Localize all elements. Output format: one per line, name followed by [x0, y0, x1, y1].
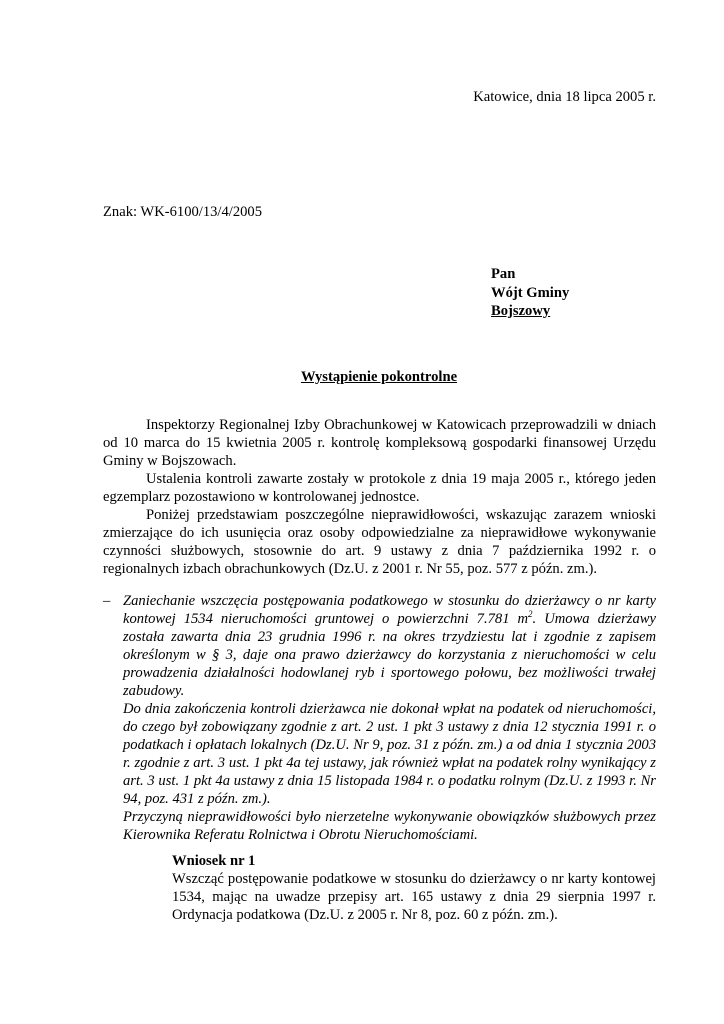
- recommendation-title: Wniosek nr 1: [172, 853, 256, 869]
- document-title: Wystąpienie pokontrolne: [300, 369, 458, 385]
- recommendation-text: Wszcząć postępowanie podatkowe w stosunku do dzierżawcy o nr karty kontowej 1534, mając na uwadze przepisy art. 165 ustawy z dnia 29 sierpnia 1997 r. Ordynacja podatkowa (Dz.U. z 2005 r. Nr 8, poz. 60 z późn. zm.).: [172, 871, 656, 923]
- finding-item: [103, 592, 656, 844]
- finding-p1-part-b: . Umowa dzierżawy została zawarta dnia 23 grudnia 1996 r. na okres trzydziestu lat i zgodnie z zapisem określonym w § 3, daje ona prawo dzierżawcy do korzystania z nieruchomości w celu prowadzenia działalności hodowlanej ryb i sportowego połowu, bez możliwości trwałej zabudowy.: [123, 611, 656, 699]
- intro-paragraph-2: Ustalenia kontroli zawarte zostały w protokole z dnia 19 maja 2005 r., którego jeden egzemplarz pozostawiono w kontrolowanej jednostce.: [103, 471, 656, 505]
- recommendation-section: [172, 852, 656, 924]
- intro-paragraph-1: Inspektorzy Regionalnej Izby Obrachunkowej w Katowicach przeprowadzili w dniach od 10 marca do 15 kwietnia 2005 r. kontrolę kompleksową gospodarki finansowej Urzędu Gminy w Bojszowach.: [103, 417, 656, 469]
- finding-paragraph-1: [123, 592, 656, 700]
- intro-section: [103, 416, 656, 578]
- intro-paragraph-3: Poniżej przedstawiam poszczególne nieprawidłowości, wskazując zarazem wnioski zmierzające do ich usunięcia oraz osoby odpowiedzialne za nieprawidłowe wykonywanie czynności służbowych, stosownie do art. 9 ustawy z dnia 7 października 1992 r. o regionalnych izbach obrachunkowych (Dz.U. z 2001 r. Nr 55, poz. 577 z późn. zm.).: [103, 507, 656, 577]
- addressee-title: Wójt Gminy: [491, 284, 570, 301]
- finding-paragraph-3: Przyczyną nieprawidłowości było nierzetelne wykonywanie obowiązków służbowych przez Kierownika Referatu Rolnictwa i Obrotu Nieruchomościami.: [123, 809, 656, 843]
- area-unit-superscript: 2: [528, 609, 533, 619]
- finding-text: [123, 592, 656, 844]
- document-date: Katowice, dnia 18 lipca 2005 r.: [473, 89, 656, 105]
- addressee-salutation: Pan: [491, 266, 516, 282]
- finding-paragraph-2: Do dnia zakończenia kontroli dzierżawca nie dokonał wpłat na podatek od nieruchomości, do czego był zobowiązany zgodnie z art. 2 ust. 1 pkt 3 ustawy z dnia 12 stycznia 1991 r. o podatkach i opłatach lokalnych (Dz.U. Nr 9, poz. 31 z późn. zm.) a od dnia 1 stycznia 2003 r. zgodnie z art. 3 ust. 1 pkt 4a tej ustawy, jak również wpłat na podatek rolny wynikający z art. 3 ust. 1 pkt 4a ustawy z dnia 15 listopada 1984 r. o podatku rolnym (Dz.U. z 1993 r. Nr 94, poz. 431 z późn. zm.).: [123, 701, 656, 807]
- finding-bullet: –: [103, 593, 111, 609]
- addressee-municipality: Bojszowy: [491, 303, 551, 319]
- finding-p1-part-a: Zaniechanie wszczęcia postępowania podatkowego w stosunku do dzierżawcy o nr karty kontowej 1534 nieruchomości gruntowej o powierzchni 7.781 m: [123, 593, 656, 627]
- addressee-block: [491, 265, 569, 321]
- reference-number: Znak: WK-6100/13/4/2005: [103, 204, 263, 220]
